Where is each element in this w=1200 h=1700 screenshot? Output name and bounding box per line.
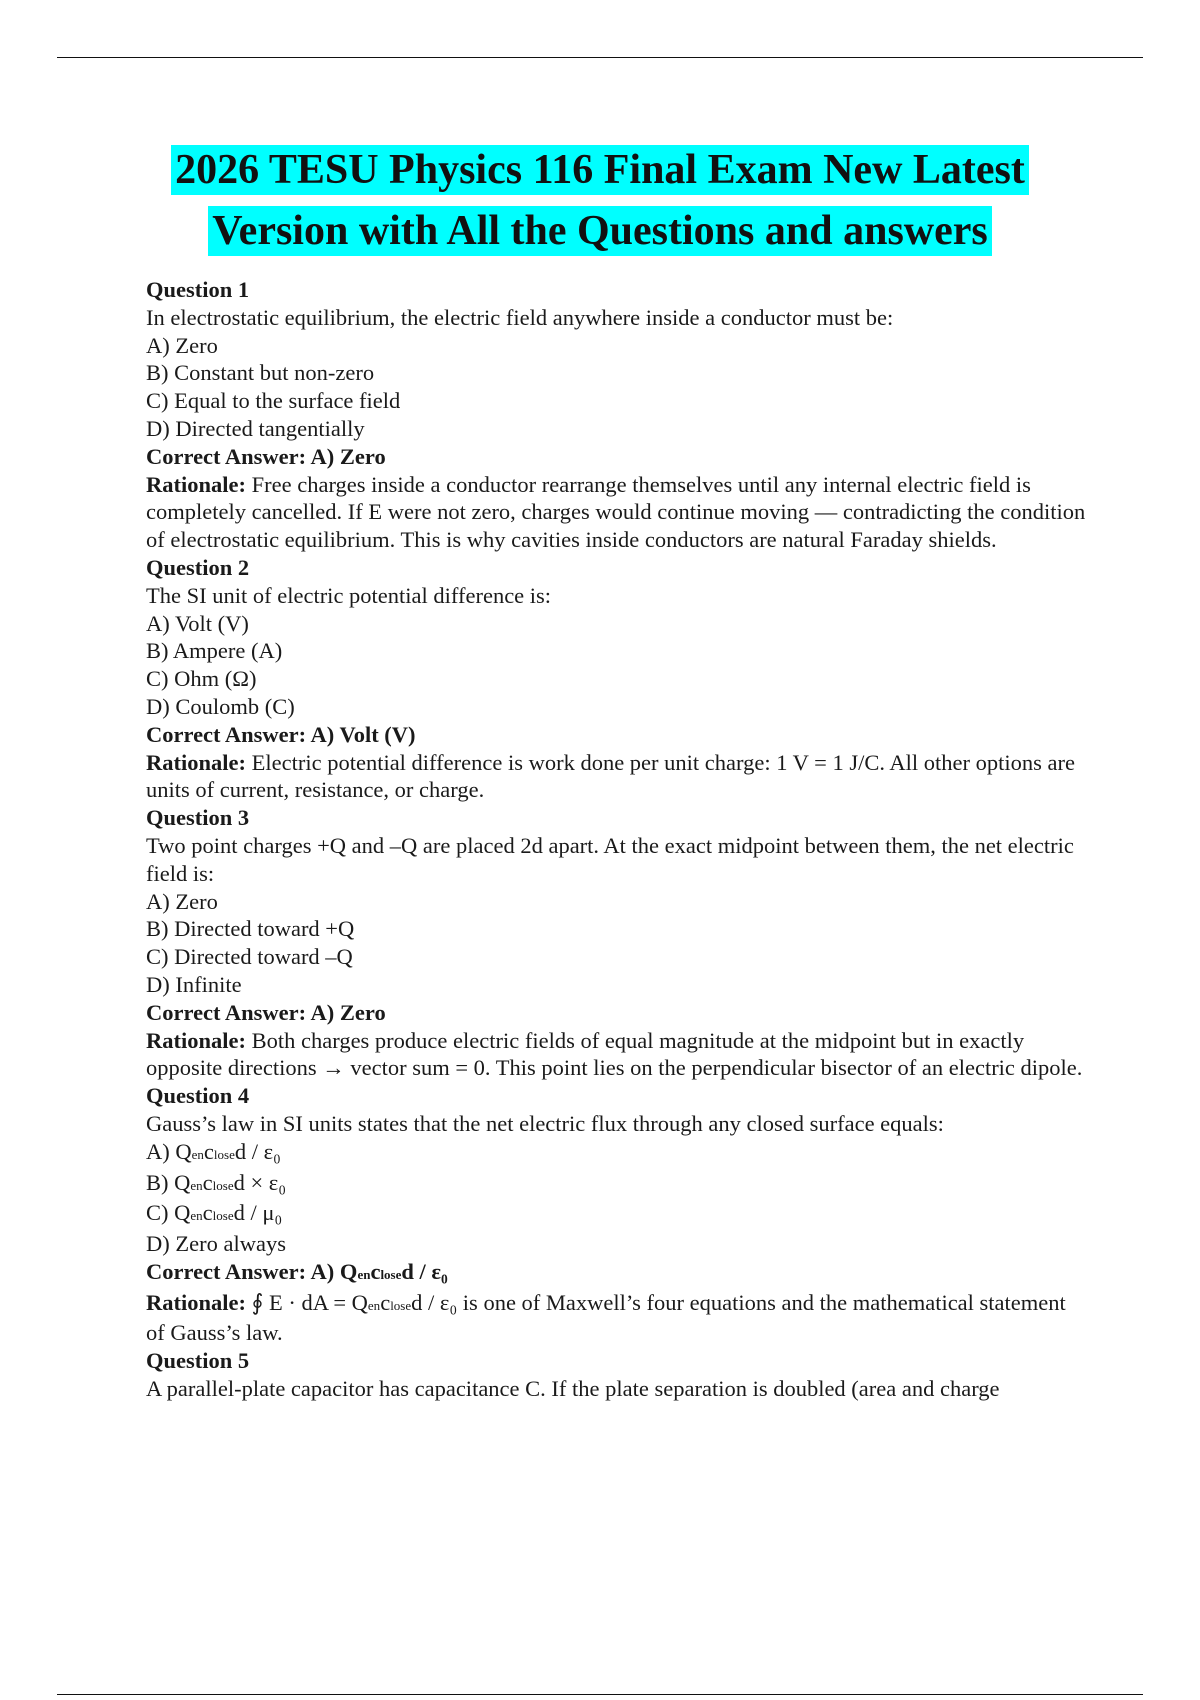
answer-option: A) Volt (V) bbox=[146, 610, 249, 636]
rationale bbox=[146, 471, 1086, 554]
correct-answer-label: Correct Answer: bbox=[146, 999, 307, 1025]
question-prompt: The SI unit of electric potential difference is: bbox=[146, 582, 552, 608]
question-heading: Question 4 bbox=[146, 1083, 250, 1109]
question-list bbox=[146, 276, 1086, 1403]
question-prompt: Gauss’s law in SI units states that the net electric flux through any closed surface equals: bbox=[146, 1110, 944, 1136]
correct-answer-label: Correct Answer: bbox=[146, 443, 307, 469]
title-line-2: Version with All the Questions and answers bbox=[208, 206, 992, 256]
correct-answer bbox=[146, 443, 1086, 471]
answer-option: D) Zero always bbox=[146, 1231, 286, 1257]
correct-answer bbox=[146, 999, 1086, 1027]
rationale-label: Rationale: bbox=[146, 471, 246, 497]
rationale-text: Electric potential difference is work done per unit charge: 1 V = 1 J/C. All other options are units of current, resistance, or charge. bbox=[146, 749, 1075, 803]
answer-option: C) Ohm (Ω) bbox=[146, 666, 257, 692]
answer-option: A) Zero bbox=[146, 332, 218, 358]
rationale bbox=[146, 749, 1086, 805]
question-heading: Question 3 bbox=[146, 805, 250, 831]
answer-option: C) Equal to the surface field bbox=[146, 388, 401, 414]
question-heading: Question 1 bbox=[146, 277, 250, 302]
correct-answer-value: A) Volt (V) bbox=[310, 721, 416, 747]
answer-option: D) Coulomb (C) bbox=[146, 693, 295, 719]
correct-answer bbox=[146, 1258, 1086, 1289]
rationale bbox=[146, 1289, 1086, 1348]
answer-option: A) Zero bbox=[146, 888, 218, 914]
correct-answer-label: Correct Answer: bbox=[146, 1258, 307, 1284]
answer-option: D) Infinite bbox=[146, 971, 242, 997]
answer-option: B) Ampere (A) bbox=[146, 638, 283, 664]
rationale-text: ∮ E · dA = Qenclosed / ε₀ is one of Maxwell’s four equations and the mathematical statement of Gauss’s law. bbox=[146, 1289, 1066, 1346]
correct-answer-value: A) Zero bbox=[310, 443, 386, 469]
answer-option: C) Qenclosed / μ₀ bbox=[146, 1200, 283, 1226]
correct-answer-value: A) Qenclosed / ε₀ bbox=[310, 1258, 448, 1284]
correct-answer-value: A) Zero bbox=[310, 999, 386, 1025]
correct-answer bbox=[146, 721, 1086, 749]
rationale-label: Rationale: bbox=[146, 1289, 246, 1315]
rationale-text: Both charges produce electric fields of equal magnitude at the midpoint but in exactly opposite directions → vector sum = 0. This point lies on the perpendicular bisector of an electric dipole. bbox=[146, 1027, 1083, 1081]
answer-option: B) Directed toward +Q bbox=[146, 916, 355, 942]
answer-option: B) Qenclosed × ε₀ bbox=[146, 1169, 287, 1195]
top-rule bbox=[57, 57, 1143, 58]
answer-option: A) Qenclosed / ε₀ bbox=[146, 1138, 281, 1164]
question-prompt: In electrostatic equilibrium, the electric field anywhere inside a conductor must be: bbox=[146, 304, 894, 330]
answer-option: B) Constant but non-zero bbox=[146, 360, 375, 386]
question-heading: Question 5 bbox=[146, 1348, 250, 1374]
rationale bbox=[146, 1027, 1086, 1083]
answer-option: C) Directed toward –Q bbox=[146, 944, 353, 970]
answer-option: D) Directed tangentially bbox=[146, 415, 365, 441]
rationale-label: Rationale: bbox=[146, 1027, 246, 1053]
rationale-text: Free charges inside a conductor rearrange themselves until any internal electric field is completely cancelled. If E were not zero, charges would continue moving — contradicting the condition of electrostatic equilibrium. This is why cavities inside conductors are natural Faraday shields. bbox=[146, 471, 1086, 553]
correct-answer-label: Correct Answer: bbox=[146, 721, 307, 747]
bottom-rule bbox=[57, 1694, 1143, 1695]
question-prompt: A parallel-plate capacitor has capacitance C. If the plate separation is doubled (area and charge bbox=[146, 1376, 1000, 1402]
question-prompt: Two point charges +Q and –Q are placed 2d apart. At the exact midpoint between them, the net electric field is: bbox=[146, 832, 1074, 886]
title-line-1: 2026 TESU Physics 116 Final Exam New Latest bbox=[171, 145, 1029, 195]
question-heading: Question 2 bbox=[146, 554, 250, 580]
rationale-label: Rationale: bbox=[146, 749, 246, 775]
document-title bbox=[0, 144, 1200, 266]
